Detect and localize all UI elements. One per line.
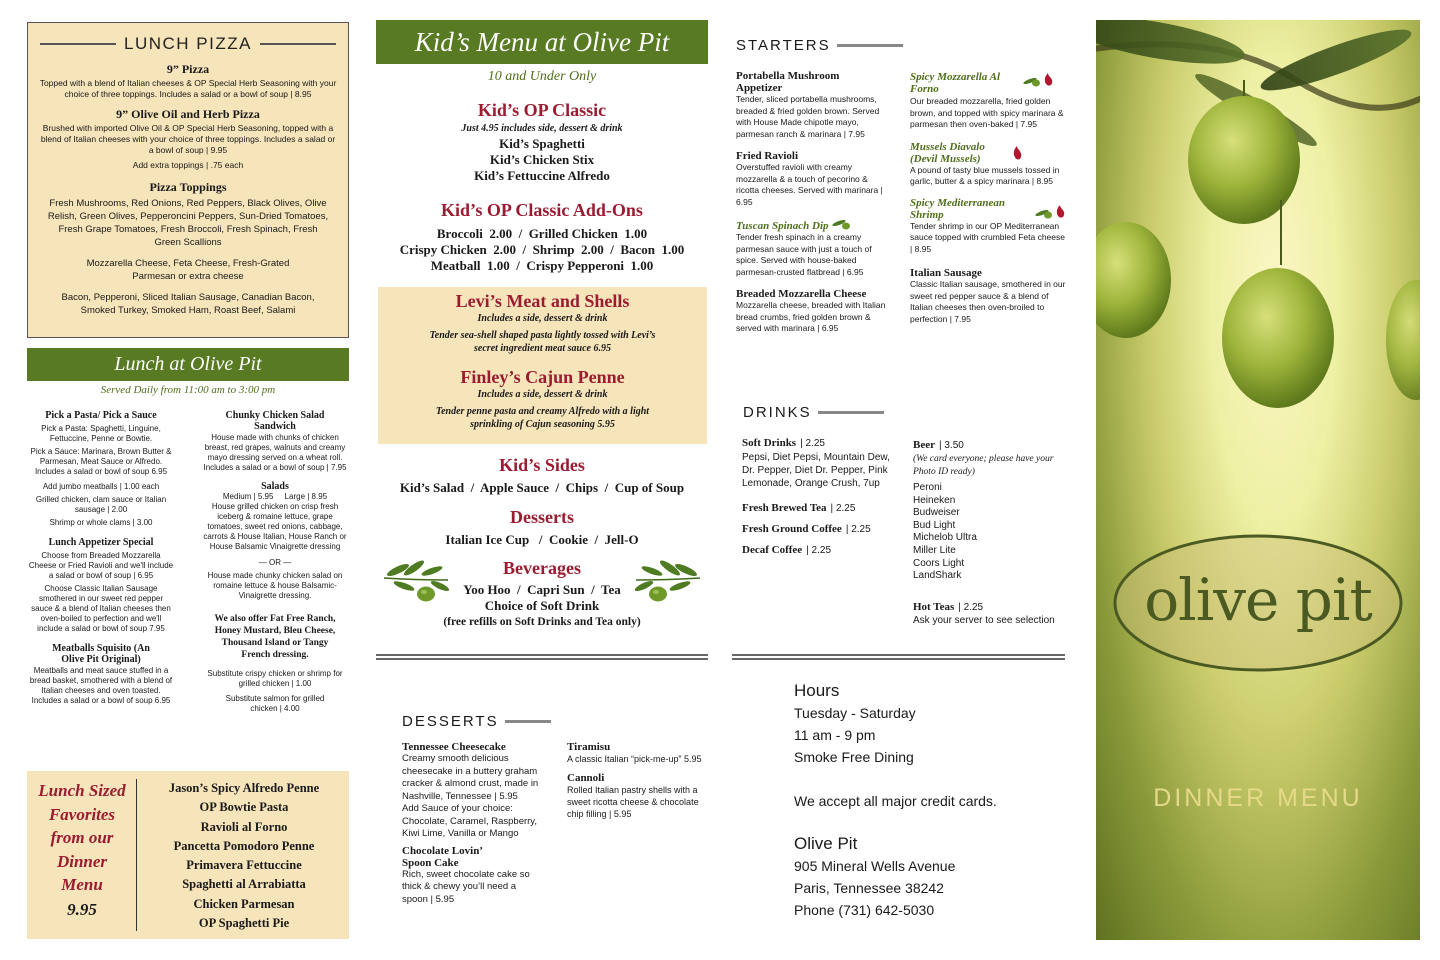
pasta-line-1: Pick a Pasta: Spaghetti, Linguine, Fettuccine, Penne or Bowtie. — [41, 424, 161, 443]
cannoli-desc: Rolled Italian pastry shells with a sweet ricotta cheese & chocolate chip filling | 5.95 — [567, 785, 699, 819]
starter-name — [736, 218, 894, 232]
starter-desc: Our breaded mozzarella, fried golden brown, and topped with spicy marinara & parmesan then oven-baked | 7.95 — [910, 96, 1064, 129]
tea-row: Fresh Brewed Tea | 2.25 — [742, 502, 856, 514]
favorites-price: 9.95 — [67, 899, 97, 919]
lunch-served-hours: Served Daily from 11:00 am to 3:00 pm — [100, 384, 276, 396]
beer-item: Coors Light — [913, 557, 965, 569]
favorites-item: Chicken Parmesan — [193, 896, 295, 911]
kids-addons-section — [376, 200, 708, 274]
kids-desserts-list: Italian Ice Cup / Cookie / Jell-O — [445, 532, 639, 547]
favorites-list — [141, 779, 347, 933]
app-line-1: Choose from Breaded Mozzarella Cheese or Fried Ravioli and we'll include a salad or bowl of soup | 6.95 — [28, 551, 174, 580]
chicken-sandwich-desc: House made with chunks of chicken breast, red grapes, walnuts and creamy mayo dressing served on a wheat roll. Includes a salad or a bowl of soup | 7.95 — [203, 433, 347, 472]
favorites-divider — [136, 779, 137, 931]
kids-addons-line: Crispy Chicken 2.00 / Shrimp 2.00 / Bacon 1.00 — [399, 242, 685, 257]
cheesecake-desc: Creamy smooth delicious cheesecake in a buttery graham cracker & almond crust, made in Nashville, Tennessee | 5.95 — [402, 753, 539, 802]
salads-desc-2: House made chunky chicken salad on romaine lettuce & house Balsamic-Vinaigrette dressing. — [207, 571, 343, 600]
kids-entrees-box — [378, 287, 707, 444]
drinks-col-left — [742, 433, 892, 558]
starter-name: Italian Sausage — [910, 267, 982, 279]
starter-name — [910, 71, 1022, 95]
beer-item: LandShark — [913, 570, 962, 582]
toppings-meat: Bacon, Pepperoni, Sliced Italian Sausage, Canadian Bacon, Smoked Turkey, Smoked Ham, Roast Beef, Salami — [61, 292, 315, 316]
hours-time: 11 am - 9 pm — [794, 727, 876, 743]
beer-name: Beer — [913, 439, 935, 451]
drinks-divider — [732, 654, 1065, 660]
dinner-menu-label: DINNER MENU — [1153, 784, 1363, 812]
pasta-line-4: Grilled chicken, clam sauce or Italian sausage | 2.00 — [35, 495, 167, 514]
desserts-title-row — [402, 713, 551, 730]
pasta-line-3: Add jumbo meatballs | 1.00 each — [42, 482, 160, 491]
olive-branch-left-icon — [380, 558, 452, 608]
kids-bev-line: (free refills on Soft Drinks and Tea only) — [443, 616, 641, 628]
levi-heading: Levi’s Meat and Shells — [455, 291, 630, 311]
meatballs-desc: Meatballs and meat sauce stuffed in a bread basket, smothered with a blend of Italian cheeses and oven toasted. Includes a salad or a bowl of soup 6.95 — [29, 666, 173, 705]
beer-item: Michelob Ultra — [913, 532, 977, 544]
starter-desc: Mozzarella cheese, breaded with Italian bread crumbs, fried golden brown & served with marinara | 6.95 — [736, 300, 886, 333]
extra-toppings: Add extra toppings | .75 each — [132, 160, 244, 170]
beer-price: 3.50 — [944, 440, 964, 451]
toppings-veg: Fresh Mushrooms, Red Onions, Red Peppers, Black Olives, Olive Relish, Green Olives, Pepperoncini Peppers, Sun-Dried Tomatoes, Fresh Grape Tomatoes, Fresh Broccoli, Fresh Spinach, Fresh Green Scallions — [47, 198, 329, 248]
decaf-row: Decaf Coffee | 2.25 — [742, 544, 832, 556]
favorites-item: Pancetta Pomodoro Penne — [173, 838, 315, 853]
kids-addons-heading: Kid’s OP Classic Add-Ons — [441, 200, 643, 220]
cheesecake-name: Tennessee Cheesecake — [402, 741, 506, 753]
kids-bev-line: Choice of Soft Drink — [484, 598, 600, 613]
favorites-item: Jason’s Spicy Alfredo Penne — [168, 781, 320, 795]
kids-sides-section — [376, 455, 708, 496]
starter-desc: Classic Italian sausage, smothered in our sweet red pepper sauce & a blend of Italian cheeses then oven-broiled to perfection | 7.95 — [910, 279, 1066, 324]
lunch-col-right — [203, 410, 347, 714]
levi-sub: Includes a side, dessert & drink — [477, 313, 608, 324]
lunch-favorites-box — [27, 771, 349, 939]
favorites-heading — [27, 779, 137, 921]
cannoli-name: Cannoli — [567, 772, 605, 784]
pasta-heading: Pick a Pasta/ Pick a Sauce — [45, 410, 157, 421]
kids-classic-item: Kid’s Spaghetti — [499, 136, 585, 151]
lunch-col-left — [28, 410, 174, 706]
starter-name-text: Tuscan Spinach Dip — [736, 220, 829, 232]
favorites-line-3: from our — [50, 828, 114, 847]
kids-addons-line: Broccoli 2.00 / Grilled Chicken 1.00 — [436, 226, 648, 241]
toppings-cheese: Mozzarella Cheese, Feta Cheese, Fresh-Grated Parmesan or extra cheese — [86, 258, 290, 282]
salads-desc: House grilled chicken on crisp fresh iceberg & romaine lettuce, grape tomatoes, sweet red onions, cabbage, carrots & House Italian, House Ranch or House Balsamic Vinaigrette dressing — [203, 502, 347, 551]
salads-or: — OR — — [258, 558, 292, 567]
drinks-col-right — [913, 435, 1063, 626]
olive-oil-pizza-name: 9” Olive Oil and Herb Pizza — [116, 107, 260, 121]
toppings-title: Pizza Toppings — [149, 180, 227, 194]
starter-desc: A pound of tasty blue mussels tossed in garlic, butter & a spicy marinara | 8.95 — [910, 164, 1060, 186]
credit-cards: We accept all major credit cards. — [794, 793, 997, 809]
favorites-item: Ravioli al Forno — [200, 819, 288, 834]
starter-name — [910, 141, 1010, 165]
desserts-col-left — [402, 741, 552, 906]
kids-beverages-heading: Beverages — [503, 558, 581, 578]
favorites-item: Spaghetti al Arrabiatta — [182, 877, 306, 892]
desserts-col-right — [567, 741, 702, 820]
lunch-pizza-title-row — [40, 34, 336, 54]
starter-name-text: Mussels Diavalo (Devil Mussels) — [910, 140, 985, 165]
spicy-pepper-icon — [1034, 203, 1068, 221]
phone: Phone (731) 642-5030 — [794, 902, 935, 918]
dressings: We also offer Fat Free Ranch, Honey Mustard, Bleu Cheese, Thousand Island or Tangy French dressing. — [214, 614, 336, 660]
tiramisu-name: Tiramisu — [567, 741, 611, 753]
beer-list — [913, 482, 1063, 583]
olive-oil-pizza-desc: Brushed with imported Olive Oil & OP Special Herb Seasoning, topped with a blend of Italian cheeses with your choice of three toppings. Includes a salad or a bowl of soup | 9.95 — [40, 123, 336, 155]
beer-item: Peroni — [913, 482, 942, 493]
kids-classic-heading: Kid’s OP Classic — [477, 100, 607, 120]
tea-name: Fresh Brewed Tea — [742, 502, 827, 514]
finley-desc: Tender penne pasta and creamy Alfredo with a light sprinkling of Cajun seasoning 5.95 — [435, 406, 650, 430]
kids-sides-heading: Kid’s Sides — [499, 455, 585, 475]
salads-heading: Salads — [261, 481, 289, 492]
kids-classic-item: Kid’s Chicken Stix — [489, 152, 595, 167]
starter-name: Breaded Mozzarella Cheese — [736, 288, 867, 300]
starter-name: Fried Ravioli — [736, 150, 799, 162]
smoke-free: Smoke Free Dining — [794, 749, 914, 765]
lunch-pizza-title: LUNCH PIZZA — [124, 34, 252, 53]
starter-desc: Overstuffed ravioli with creamy mozzarella & a touch of pecorino & ricotta cheeses. Served with marinara | 6.95 — [736, 162, 883, 207]
olive-branch-right-icon — [632, 558, 704, 608]
favorites-line-5: Menu — [61, 875, 103, 894]
pasta-line-5: Shrimp or whole clams | 3.00 — [49, 518, 153, 527]
kids-age: 10 and Under Only — [487, 69, 597, 84]
favorites-item: OP Bowtie Pasta — [199, 800, 289, 815]
finley-heading: Finley’s Cajun Penne — [460, 367, 625, 387]
drinks-title-row — [743, 404, 884, 421]
cheesecake-sauce-heading: Add Sauce of your choice: — [402, 803, 513, 814]
kids-classic-section — [376, 100, 708, 184]
kids-divider — [376, 654, 708, 660]
hours-days: Tuesday - Saturday — [794, 705, 916, 721]
starter-desc: Tender shrimp in our OP Mediterranean sauce topped with crumbled Feta cheese | 8.95 — [910, 220, 1065, 254]
starter-desc: Tender, sliced portabella mushrooms, breaded & fried golden brown. Served with House Made chipotle mayo, parmesan ranch & marinara | 7.95 — [736, 94, 880, 139]
restaurant-name: Olive Pit — [794, 834, 858, 853]
starter-name: Portabella Mushroom Appetizer — [736, 70, 840, 94]
kids-classic-sub: Just 4.95 includes side, dessert & drink — [461, 123, 623, 134]
hot-teas-name: Hot Teas — [913, 600, 955, 613]
kids-desserts-heading: Desserts — [510, 507, 574, 527]
beer-item: Budweiser — [913, 507, 960, 519]
levi-desc: Tender sea-shell shaped pasta lightly tossed with Levi’s secret ingredient meat sauce 6.95 — [429, 330, 656, 354]
address-line-2: Paris, Tennessee 38242 — [794, 880, 944, 896]
address-line-1: 905 Mineral Wells Avenue — [794, 858, 956, 874]
app-line-2: Choose Classic Italian Sausage smothered in our sweet red pepper sauce & a blend of Italian cheeses then oven-boiled to perfection and we'll include a salad or bowl of soup 7.95 — [31, 584, 171, 633]
starter-name — [910, 197, 1030, 221]
spoon-cake-name: Chocolate Lovin’ Spoon Cake — [402, 844, 483, 869]
substitute-1: Substitute crispy chicken or shrimp for grilled chicken | 1.00 — [207, 669, 343, 688]
lunch-pizza-box — [27, 22, 349, 338]
hot-teas-price: 2.25 — [963, 601, 984, 613]
favorites-item: Primavera Fettuccine — [186, 858, 302, 873]
drinks-title: DRINKS — [743, 404, 812, 421]
pizza9-desc: Topped with a blend of Italian cheeses & OP Special Herb Seasoning with your choice of three toppings. Includes a salad or a bowl of soup | 8.95 — [39, 78, 337, 99]
beer-note: (We card everyone; please have your Photo ID ready) — [913, 454, 1054, 477]
cheesecake-sauces: Chocolate, Caramel, Raspberry, Kiwi Lime, Vanilla or Mango — [402, 815, 537, 839]
coffee-name: Fresh Ground Coffee — [742, 523, 842, 535]
starter-name-text: Spicy Mediterranean Shrimp — [910, 196, 1006, 221]
starters-col-right — [910, 71, 1068, 325]
chicken-sandwich-heading: Chunky Chicken Salad Sandwich — [225, 410, 325, 432]
spoon-cake-desc: Rich, sweet chocolate cake so thick & chewy you’ll need a spoon | 5.95 — [402, 868, 530, 905]
starters-title-row — [736, 37, 903, 54]
tea-price: 2.25 — [835, 503, 856, 514]
starters-col-left — [736, 70, 894, 335]
starter-desc: Tender fresh spinach in a creamy parmesan sauce with just a touch of spice. Served with house-baked parmesan-crusted flatbread | 6.95 — [736, 232, 872, 277]
beer-item: Bud Light — [913, 519, 956, 531]
coffee-price: 2.25 — [851, 524, 871, 535]
kids-sides-list: Kid’s Salad / Apple Sauce / Chips / Cup of Soup — [399, 480, 685, 495]
spicy-pepper-icon — [1010, 145, 1024, 163]
soft-drinks-name: Soft Drinks — [742, 437, 797, 449]
favorites-line-2: Favorites — [48, 804, 116, 824]
app-heading: Lunch Appetizer Special — [48, 537, 154, 548]
pasta-line-2: Pick a Sauce: Marinara, Brown Butter & Parmesan, Meat Sauce or Alfredo. Includes a salad or bowl of soup 6.95 — [30, 447, 172, 476]
spicy-pepper-icon — [1022, 71, 1056, 89]
restaurant-info — [794, 680, 1064, 921]
logo-text: olive pit — [1144, 566, 1372, 634]
desserts-title: DESSERTS — [402, 713, 499, 730]
decaf-price: 2.25 — [811, 545, 832, 556]
starter-name-text: Spicy Mozzarella Al Forno — [910, 71, 1001, 95]
kids-classic-item: Kid’s Fettuccine Alfredo — [474, 168, 610, 183]
soft-drinks-price: 2.25 — [805, 438, 825, 449]
beer-item: Heineken — [913, 494, 956, 506]
kids-addons-line: Meatball 1.00 / Crispy Pepperoni 1.00 — [430, 258, 654, 273]
cover-panel — [1096, 20, 1420, 940]
hours-heading: Hours — [794, 681, 840, 700]
soft-drinks-list: Pepsi, Diet Pepsi, Mountain Dew, Dr. Pepper, Diet Dr. Pepper, Pink Lemonade, Orange Crush, 7up — [742, 452, 890, 489]
beer-item: Miller Lite — [913, 544, 956, 556]
coffee-row: Fresh Ground Coffee | 2.25 — [742, 523, 871, 535]
beer-row: Beer | 3.50 — [913, 439, 964, 451]
favorites-line-4: Dinner — [56, 851, 108, 871]
kids-title: Kid’s Menu at Olive Pit — [376, 20, 708, 64]
decaf-name: Decaf Coffee — [742, 544, 803, 556]
substitute-2: Substitute salmon for grilled chicken | 4.00 — [225, 694, 325, 713]
hot-teas-note: Ask your server to see selection — [913, 614, 1055, 626]
hot-teas-row: Hot Teas | 2.25 — [913, 600, 984, 613]
salads-sizes: Medium | 5.95 Large | 8.95 — [222, 492, 328, 501]
meatballs-heading: Meatballs Squisito (An Olive Pit Original) — [52, 643, 150, 665]
kids-bev-line: Yoo Hoo / Capri Sun / Tea — [463, 582, 621, 597]
tiramisu-desc: A classic Italian “pick-me-up” 5.95 — [567, 754, 702, 764]
favorites-line-1: Lunch Sized — [38, 781, 126, 800]
soft-drinks-row: Soft Drinks | 2.25 — [742, 437, 825, 449]
pizza9-name: 9” Pizza — [166, 62, 210, 76]
starters-title: STARTERS — [736, 37, 831, 54]
finley-sub: Includes a side, dessert & drink — [477, 389, 608, 400]
favorites-item: OP Spaghetti Pie — [198, 916, 290, 931]
lunch-title: Lunch at Olive Pit — [27, 348, 349, 381]
olive-leaf-icon — [831, 218, 853, 230]
kids-desserts-section — [376, 507, 708, 548]
